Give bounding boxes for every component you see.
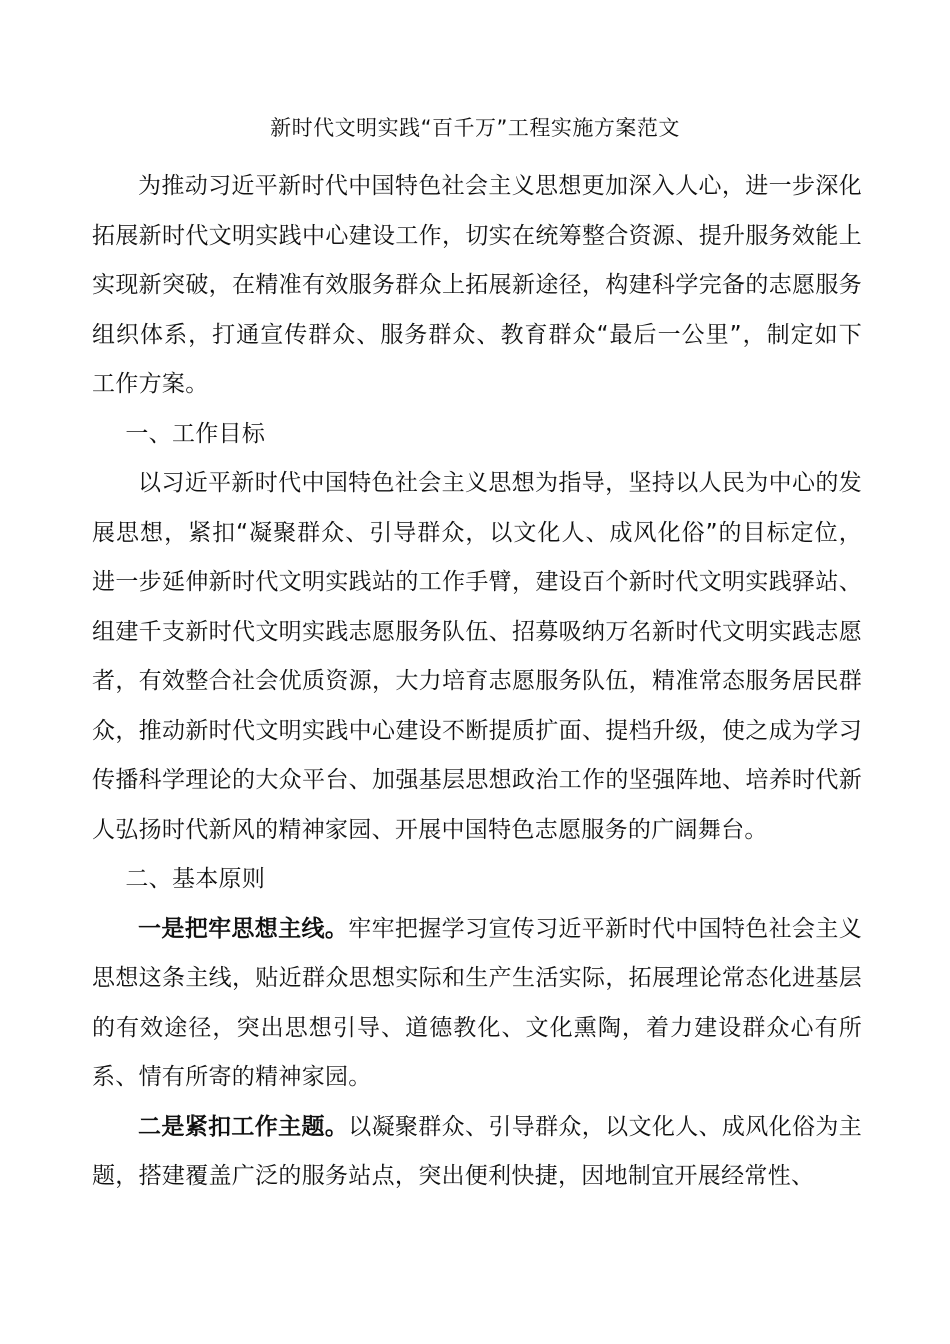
principle-2-lead: 二是紧扣工作主题。: [138, 1113, 349, 1140]
principle-paragraph-2: [92, 1103, 862, 1202]
principle-1-lead: 一是把牢思想主线。: [138, 915, 349, 942]
principle-1-body: 牢牢把握学习宣传习近平新时代中国特色社会主义思想这条主线，贴近群众思想实际和生产生活实际，拓展理论常态化进基层的有效途径，突出思想引导、道德教化、文化熏陶，着力建设群众心有所系、情有所寄的精神家园。: [92, 915, 862, 1090]
principle-2-body: 以凝聚群众、引导群众，以文化人、成风化俗为主题，搭建覆盖广泛的服务站点，突出便利快捷，因地制宜开展经常性、: [92, 1113, 862, 1189]
section-heading-goals: 一、工作目标: [125, 420, 266, 447]
document-body: [92, 162, 862, 1202]
section-heading-principles: 二、基本原则: [125, 866, 266, 892]
document-title: 新时代文明实践“百千万”工程实施方案范文: [270, 116, 680, 140]
intro-paragraph: 为推动习近平新时代中国特色社会主义思想更加深入人心，进一步深化拓展新时代文明实践中心建设工作，切实在统筹整合资源、提升服务效能上实现新突破，在精准有效服务群众上拓展新途径，构建科学完备的志愿服务组织体系，打通宣传群众、服务群众、教育群众“最后一公里”，制定如下工作方案。: [92, 173, 862, 397]
goals-paragraph: 以习近平新时代中国特色社会主义思想为指导，坚持以人民为中心的发展思想，紧扣“凝聚群众、引导群众，以文化人、成风化俗”的目标定位，进一步延伸新时代文明实践站的工作手臂，建设百个新时代文明实践驿站、组建千支新时代文明实践志愿服务队伍、招募吸纳万名新时代文明实践志愿者，有效整合社会优质资源，大力培育志愿服务队伍，精准常态服务居民群众，推动新时代文明实践中心建设不断提质扩面、提档升级，使之成为学习传播科学理论的大众平台、加强基层思想政治工作的坚强阵地、培养时代新人弘扬时代新风的精神家园、开展中国特色志愿服务的广阔舞台。: [92, 470, 862, 843]
principle-paragraph-1: [92, 905, 862, 1103]
